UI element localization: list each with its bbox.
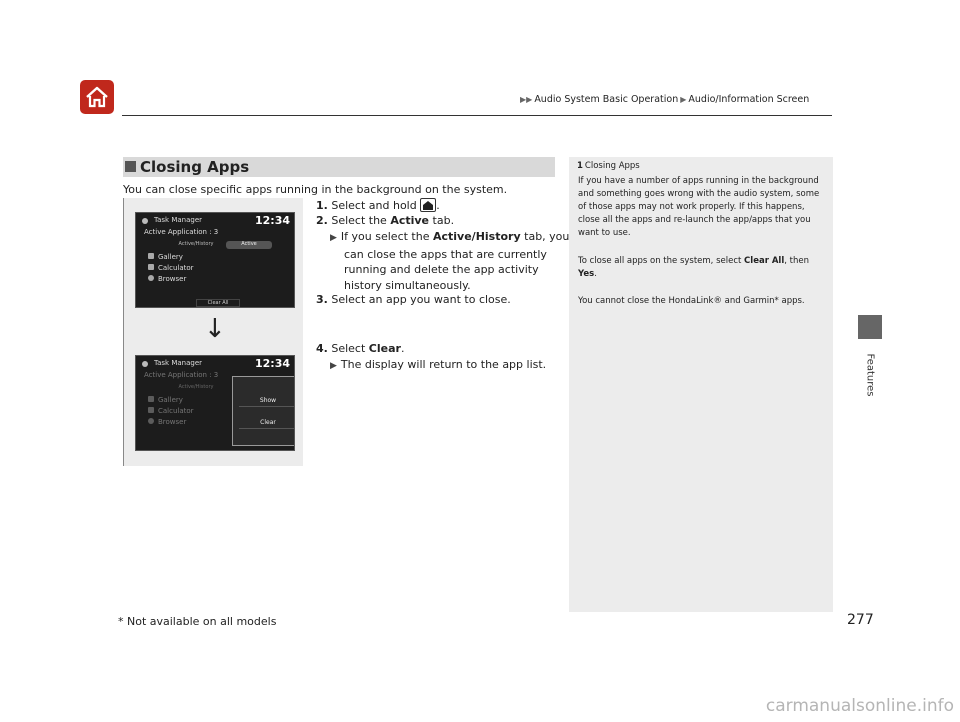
chapter-tab <box>858 315 882 339</box>
app-row-gallery[interactable]: Gallery <box>148 253 278 261</box>
step-4: 4. Select Clear. <box>316 342 405 355</box>
home-section-icon <box>80 80 114 114</box>
header-rule <box>122 115 832 116</box>
section-title: Closing Apps <box>140 158 250 176</box>
app-menu-icon <box>142 361 148 367</box>
note-paragraph: If you have a number of apps running in the background and something goes wrong with the audio system, some of those apps may not work properly. If this happens, close all the apps and re-launch the app/apps that you want to use. <box>578 176 820 238</box>
section-heading <box>123 157 555 177</box>
clock: 12:34 <box>254 214 290 227</box>
step-3: 3. Select an app you want to close. <box>316 293 511 306</box>
watermark: carmanualsonline.info <box>765 696 954 716</box>
footnote: * Not available on all models <box>118 615 277 628</box>
tab-active-history[interactable]: Active/History <box>178 384 214 390</box>
app-row-calculator[interactable]: Calculator <box>148 264 278 272</box>
browser-icon <box>148 418 154 424</box>
task-manager-popup-screen <box>135 355 295 451</box>
gallery-icon <box>148 396 154 402</box>
clear-all-button[interactable]: Clear All <box>196 299 240 307</box>
calculator-icon <box>148 407 154 413</box>
intro-text: You can close specific apps running in the background on the system. <box>123 183 508 196</box>
page-number: 277 <box>847 612 874 628</box>
breadcrumb: ▶▶ Audio System Basic Operation ▶ Audio/Information Screen <box>520 94 810 105</box>
clear-button[interactable]: Clear <box>239 417 295 429</box>
app-row-calculator[interactable]: Calculator <box>148 407 278 415</box>
result-arrow-icon: ▶ <box>330 361 337 371</box>
step-4-result: ▶ The display will return to the app list. <box>330 358 547 371</box>
app-row-gallery[interactable]: Gallery <box>148 396 278 404</box>
show-button[interactable]: Show <box>239 395 295 407</box>
note-paragraph: To close all apps on the system, select Clear All, then Yes. <box>578 256 810 279</box>
result-arrow-icon: ▶ <box>330 233 337 243</box>
tab-bar <box>166 241 286 249</box>
clock: 12:34 <box>254 357 290 370</box>
step-1: 1. Select and hold . <box>316 199 440 212</box>
screens-illustration <box>123 198 303 466</box>
active-count: Active Application : 3 <box>144 371 219 379</box>
app-popup-menu <box>232 376 295 446</box>
screen-title: Task Manager <box>154 216 203 224</box>
app-row-browser[interactable]: Browser <box>148 418 278 426</box>
step-2: 2. Select the Active tab. <box>316 214 455 227</box>
tab-active-history[interactable]: Active/History <box>178 241 214 247</box>
down-arrow-icon: ↓ <box>204 314 226 344</box>
task-manager-screen <box>135 212 295 308</box>
calculator-icon <box>148 264 154 270</box>
app-menu-icon <box>142 218 148 224</box>
app-row-browser[interactable]: Browser <box>148 275 278 283</box>
note-paragraph: You cannot close the HondaLink® and Garmin* apps. <box>578 296 805 306</box>
tab-active[interactable]: Active <box>226 241 272 249</box>
screen-title: Task Manager <box>154 359 203 367</box>
active-count: Active Application : 3 <box>144 228 219 236</box>
square-bullet-icon <box>125 161 136 172</box>
home-button-icon <box>420 198 436 212</box>
gallery-icon <box>148 253 154 259</box>
note-heading: 1 Closing Apps <box>577 161 640 171</box>
step-2-result: ▶ If you select the Active/History tab, you can close the apps that are currently running and delete the app activity history simultaneously. <box>330 230 570 292</box>
breadcrumb-item: Audio/Information Screen <box>688 94 810 105</box>
chapter-label: Features <box>864 353 876 397</box>
breadcrumb-item: Audio System Basic Operation <box>534 94 679 105</box>
note-panel <box>569 157 833 612</box>
browser-icon <box>148 275 154 281</box>
